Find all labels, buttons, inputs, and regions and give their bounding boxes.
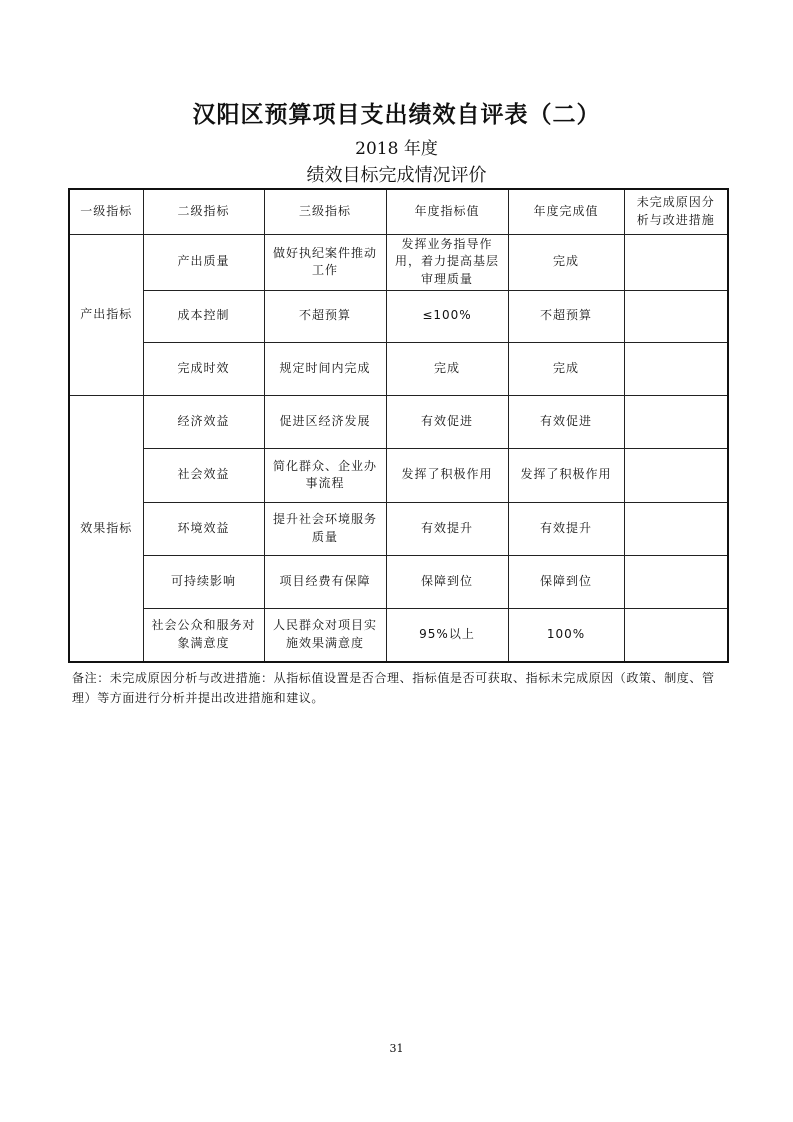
document-title: 汉阳区预算项目支出绩效自评表（二） — [192, 101, 601, 128]
target-cell: ≤100% — [386, 290, 508, 342]
actual-cell: 完成 — [508, 234, 624, 290]
level2-cell: 产出质量 — [143, 234, 264, 290]
table-header-row — [69, 189, 728, 234]
table-row — [69, 448, 728, 502]
reason-cell — [624, 342, 728, 395]
level2-cell: 成本控制 — [143, 290, 264, 342]
header-actual: 年度完成值 — [508, 189, 624, 234]
actual-cell: 发挥了积极作用 — [508, 448, 624, 502]
level1-cell: 效果指标 — [69, 395, 143, 662]
level2-cell: 完成时效 — [143, 342, 264, 395]
level3-cell: 提升社会环境服务质量 — [264, 502, 386, 555]
actual-cell: 100% — [508, 608, 624, 662]
target-cell: 有效提升 — [386, 502, 508, 555]
actual-cell: 保障到位 — [508, 555, 624, 608]
level3-cell: 项目经费有保障 — [264, 555, 386, 608]
reason-cell — [624, 395, 728, 448]
table-row — [69, 395, 728, 448]
document-year: 2018 年度 — [355, 139, 438, 159]
level3-cell: 人民群众对项目实施效果满意度 — [264, 608, 386, 662]
level3-cell: 简化群众、企业办事流程 — [264, 448, 386, 502]
reason-cell — [624, 502, 728, 555]
level2-cell: 经济效益 — [143, 395, 264, 448]
table-row — [69, 608, 728, 662]
performance-table — [68, 188, 729, 663]
target-cell: 完成 — [386, 342, 508, 395]
table-row — [69, 555, 728, 608]
level2-cell: 社会效益 — [143, 448, 264, 502]
reason-cell — [624, 448, 728, 502]
table-row — [69, 290, 728, 342]
reason-cell — [624, 608, 728, 662]
target-cell: 发挥了积极作用 — [386, 448, 508, 502]
reason-cell — [624, 290, 728, 342]
header-target: 年度指标值 — [386, 189, 508, 234]
level3-cell: 做好执纪案件推动工作 — [264, 234, 386, 290]
reason-cell — [624, 555, 728, 608]
header-level2: 二级指标 — [143, 189, 264, 234]
table-row — [69, 234, 728, 290]
level3-cell: 不超预算 — [264, 290, 386, 342]
target-cell: 发挥业务指导作用，着力提高基层审理质量 — [386, 234, 508, 290]
footnote: 备注：未完成原因分析与改进措施：从指标值设置是否合理、指标值是否可获取、指标未完成原因（政策、制度、管理）等方面进行分析并提出改进措施和建议。 — [72, 671, 715, 705]
actual-cell: 不超预算 — [508, 290, 624, 342]
level2-cell: 环境效益 — [143, 502, 264, 555]
actual-cell: 有效提升 — [508, 502, 624, 555]
header-level1: 一级指标 — [69, 189, 143, 234]
page-number: 31 — [389, 1042, 404, 1055]
reason-cell — [624, 234, 728, 290]
table-row — [69, 342, 728, 395]
target-cell: 保障到位 — [386, 555, 508, 608]
table-row — [69, 502, 728, 555]
level3-cell: 规定时间内完成 — [264, 342, 386, 395]
header-reason: 未完成原因分析与改进措施 — [624, 189, 728, 234]
section-subtitle: 绩效目标完成情况评价 — [306, 165, 487, 186]
level3-cell: 促进区经济发展 — [264, 395, 386, 448]
level2-cell: 社会公众和服务对象满意度 — [143, 608, 264, 662]
actual-cell: 完成 — [508, 342, 624, 395]
target-cell: 有效促进 — [386, 395, 508, 448]
level2-cell: 可持续影响 — [143, 555, 264, 608]
actual-cell: 有效促进 — [508, 395, 624, 448]
level1-cell: 产出指标 — [69, 234, 143, 395]
header-level3: 三级指标 — [264, 189, 386, 234]
target-cell: 95%以上 — [386, 608, 508, 662]
